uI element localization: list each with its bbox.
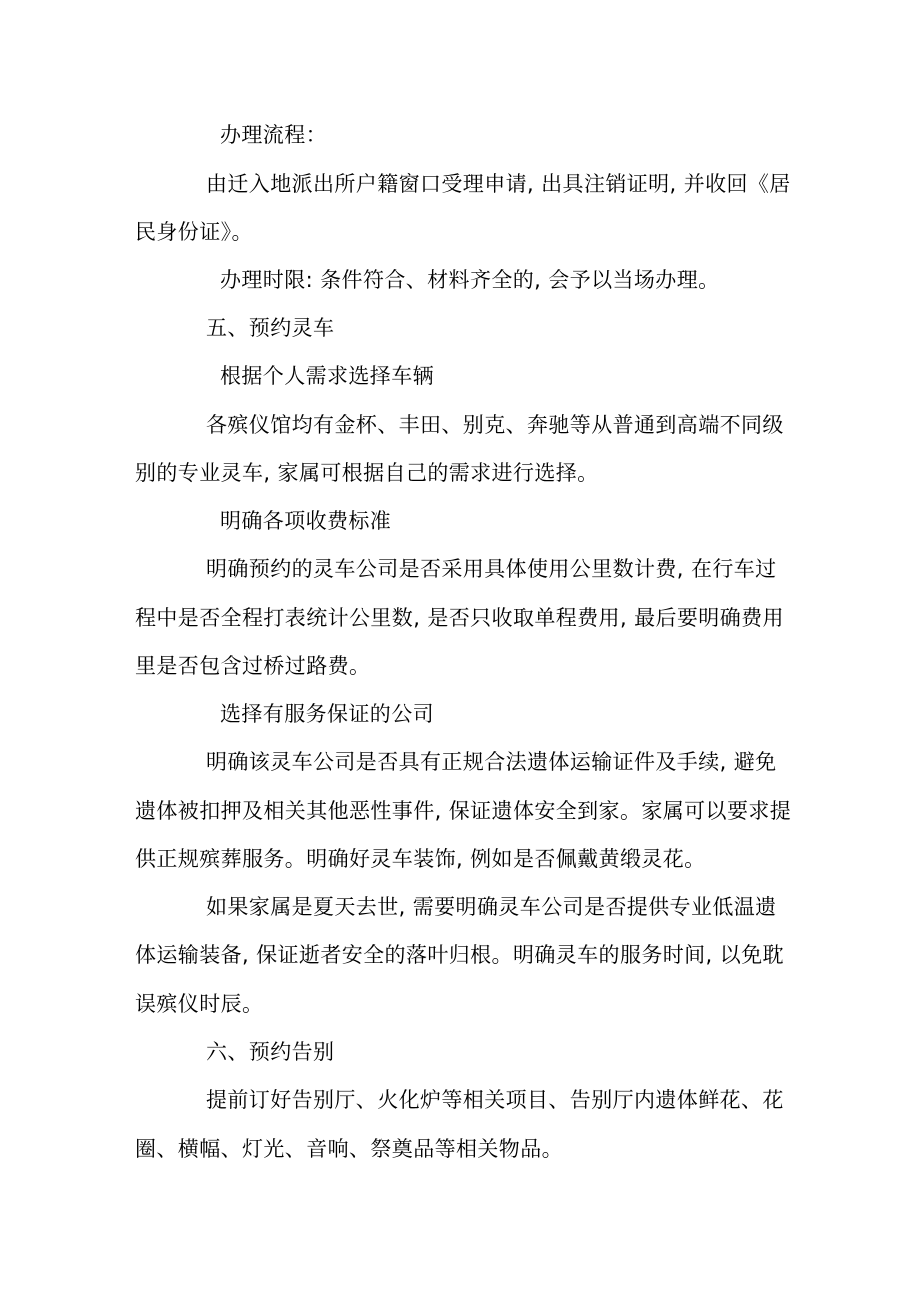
section-heading: 五、预约灵车 [206,316,335,340]
text-line: 遗体被扣押及相关其他恶性事件, 保证遗体安全到家。家属可以要求提 [135,799,792,823]
text-line: 办理流程： [220,123,327,147]
text-line: 别的专业灵车, 家属可根据自己的需求进行选择。 [135,461,599,485]
text-line: 体运输装备, 保证逝者安全的落叶归根。明确灵车的服务时间, 以免耽 [135,943,784,967]
text-line: 民身份证》。 [135,220,253,244]
text-line: 由迁入地派出所户籍窗口受理申请, 出具注销证明, 并收回《居 [206,172,791,196]
subheading: 根据个人需求选择车辆 [220,364,434,388]
text-line: 各殡仪馆均有金杯、丰田、别克、奔驰等从普通到高端不同级 [206,413,784,437]
text-line: 办理时限: 条件符合、材料齐全的, 会予以当场办理。 [220,268,720,292]
text-line: 程中是否全程打表统计公里数, 是否只收取单程费用, 最后要明确费用 [135,606,784,630]
section-heading: 六、预约告别 [206,1040,335,1064]
subheading: 明确各项收费标准 [220,509,392,533]
subheading: 选择有服务保证的公司 [220,702,434,726]
text-line: 里是否包含过桥过路费。 [135,654,371,678]
text-line: 提前订好告别厅、火化炉等相关项目、告别厅内遗体鲜花、花 [206,1088,784,1112]
text-line: 圈、横幅、灯光、音响、祭奠品等相关物品。 [135,1137,563,1161]
text-line: 误殡仪时辰。 [135,992,264,1016]
text-line: 明确预约的灵车公司是否采用具体使用公里数计费, 在行车过 [206,557,777,581]
text-line: 如果家属是夏天去世, 需要明确灵车公司是否提供专业低温遗 [206,895,777,919]
text-line: 明确该灵车公司是否具有正规合法遗体运输证件及手续, 避免 [206,750,777,774]
text-line: 供正规殡葬服务。明确好灵车装饰, 例如是否佩戴黄缎灵花。 [135,847,706,871]
